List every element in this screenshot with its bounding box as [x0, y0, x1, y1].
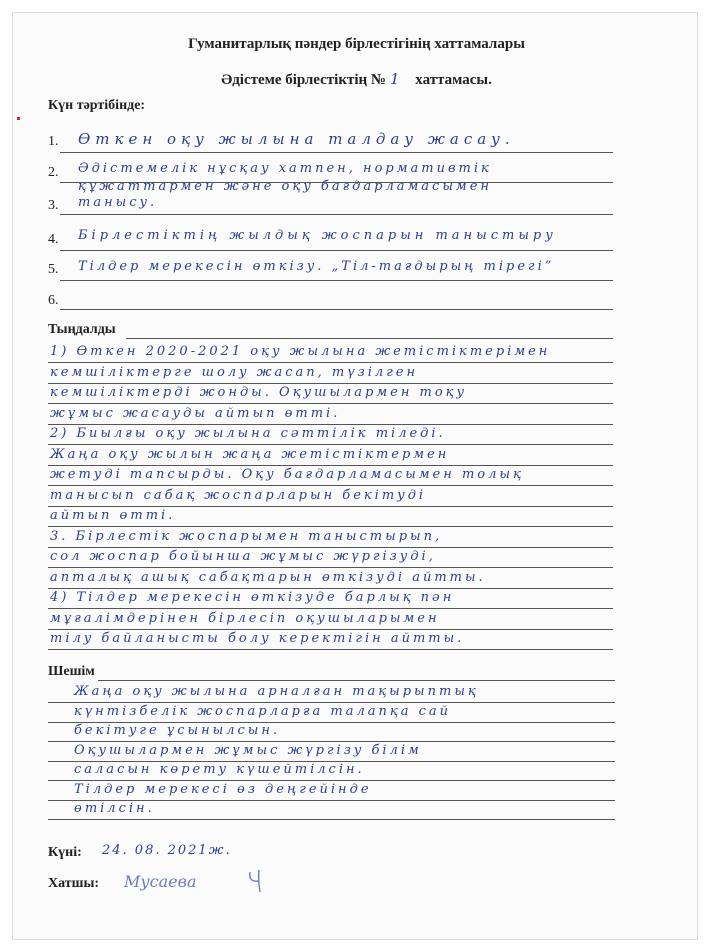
agenda-line-4 [60, 250, 613, 251]
protocol-subtitle [0, 70, 713, 89]
agenda-line-1 [60, 152, 613, 153]
heard-line-text-7: жетуді тапсырды. Оқу бағдарламасымен толық [50, 467, 524, 482]
decision-line-text-4: Оқушылармен жұмыс жүргізу білім [74, 742, 422, 758]
decision-label: Шешім [48, 664, 95, 679]
decision-line-text-1: Жаңа оқу жылына арналған тақырыптық [74, 684, 479, 699]
agenda-item-2-line-2: құжаттармен және оқу бағдарламасымен [78, 179, 492, 194]
subtitle-suffix: хаттамасы. [415, 72, 492, 88]
heard-line-text-9: айтып өтті. [50, 508, 176, 523]
heard-rule-8 [48, 506, 613, 507]
protocol-number: 1 [390, 70, 400, 88]
decision-line-text-5: саласын көрету күшейтілсін. [74, 762, 365, 777]
agenda-line-3 [60, 214, 613, 215]
heard-rule-12 [48, 588, 613, 589]
decision-line-text-7: өтілсін. [74, 801, 155, 816]
decision-line-0 [98, 680, 615, 681]
page-title: Гуманитарлық пәндер бірлестігінің хаттамалары [188, 36, 525, 52]
agenda-num-4: 4. [48, 232, 59, 247]
heard-line-text-14: мұғалімдерінен бірлесіп оқушыларымен [50, 610, 440, 626]
heard-line-text-6: Жаңа оқу жылын жаңа жетістіктермен [50, 446, 450, 462]
heard-line-text-5: 2) Биылғы оқу жылына сәттілік тіледі. [50, 426, 446, 441]
heard-rule-13 [48, 608, 613, 609]
agenda-line-5 [60, 280, 613, 281]
heard-line-text-8: танысып сабақ жоспарларын бекітуді [50, 487, 427, 503]
secretary-signature: Мусаева [124, 872, 197, 891]
agenda-item-5: Тілдер мерекесін өткізу. „Тіл-тағдырың тірегі” [78, 259, 555, 274]
decision-line-text-3: бекітуге ұсынылсын. [74, 723, 281, 738]
heard-rule-11 [48, 567, 613, 568]
agenda-num-1: 1. [48, 134, 59, 149]
agenda-item-1: Өткен оқу жылына талдау жасау. [78, 130, 515, 148]
date-label: Күні: [48, 845, 82, 860]
heard-rule-5 [48, 444, 613, 445]
heard-rule-10 [48, 547, 613, 548]
agenda-label: Күн тәртібінде: [48, 98, 146, 113]
heard-line-text-4: жұмыс жасауды айтып өтті. [50, 405, 341, 421]
heard-rule-15 [48, 649, 613, 650]
heard-line-text-15: тілу байланысты болу керектігін айтты. [50, 631, 465, 646]
heard-line-text-3: кемшіліктерді жонды. Оқушылармен тоқу [50, 385, 468, 400]
heard-line-text-2: кемшіліктерге шолу жасап, түзілген [50, 364, 419, 380]
agenda-num-5: 5. [48, 262, 59, 277]
agenda-line-6 [60, 309, 613, 310]
heard-label: Тыңдалды [48, 322, 116, 337]
margin-mark [17, 117, 20, 120]
heard-line-0 [126, 338, 613, 339]
agenda-item-3: танысу. [78, 195, 158, 210]
decision-line-text-6: Тілдер мерекесі өз деңгейінде [74, 781, 372, 797]
heard-line-text-1: 1) Өткен 2020-2021 оқу жылына жетістіктерімен [50, 344, 551, 359]
heard-line-text-13: 4) Тілдер мерекесін өткізуде барлық пән [50, 590, 455, 605]
date-value: 24. 08. 2021ж. [102, 843, 232, 858]
agenda-num-2: 2. [48, 165, 59, 180]
agenda-item-2-line-1: Әдістемелік нұсқау хатпен, нормативтік [78, 161, 492, 176]
decision-rule-7 [48, 819, 615, 820]
signature-mark [246, 868, 270, 894]
heard-line-text-12: апталық ашық сабақтарын өткізуді айтты. [50, 569, 486, 585]
agenda-num-6: 6. [48, 293, 59, 308]
heard-rule-2 [48, 383, 613, 384]
heard-line-text-11: сол жоспар бойынша жұмыс жүргізуді, [50, 549, 436, 564]
heard-rule-9 [48, 526, 613, 527]
agenda-item-4: Бірлестіктің жылдық жоспарын таныстыру [78, 228, 557, 243]
heard-rule-4 [48, 424, 613, 425]
heard-rule-6 [48, 465, 613, 466]
heard-rule-1 [48, 362, 613, 363]
agenda-num-3: 3. [48, 198, 59, 213]
subtitle-prefix: Әдістеме бірлестіктің № [221, 72, 386, 88]
heard-rule-3 [48, 403, 613, 404]
heard-line-text-10: 3. Бірлестік жоспарымен таныстырып, [50, 528, 443, 544]
secretary-label: Хатшы: [48, 876, 100, 891]
heard-rule-14 [48, 629, 613, 630]
heard-rule-7 [48, 485, 613, 486]
decision-line-text-2: күнтізбелік жоспарларға талапқа сай [74, 703, 452, 719]
